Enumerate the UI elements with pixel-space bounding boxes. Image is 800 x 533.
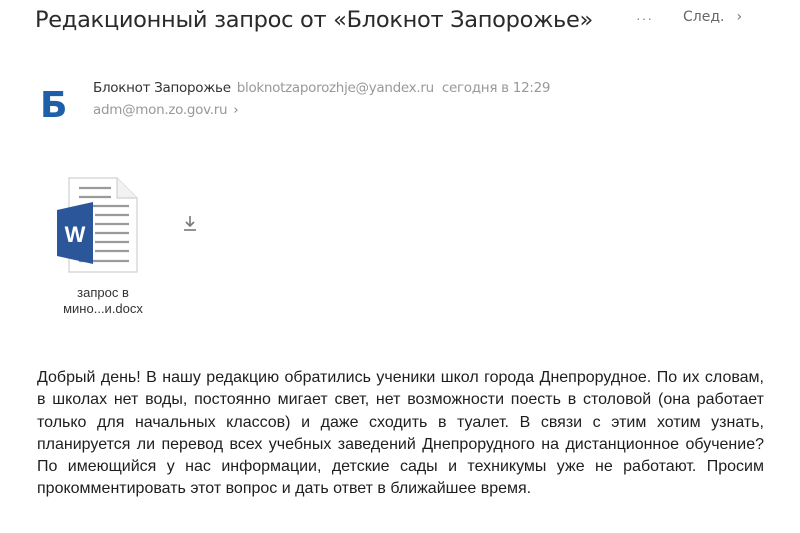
more-actions-button[interactable] [636, 10, 653, 26]
attachment-name[interactable] [48, 285, 158, 317]
sender-avatar: Б [40, 85, 68, 126]
chevron-right-icon: › [736, 9, 743, 25]
attachment-name-line1: запрос в [77, 285, 129, 300]
recipient-button[interactable] [93, 102, 238, 118]
download-button[interactable] [180, 214, 200, 234]
next-message-button[interactable] [683, 9, 742, 25]
recipient-email: adm@mon.zo.gov.ru [93, 102, 228, 118]
message-paragraph: Добрый день! В нашу редакцию обратились ученики школ города Днепрорудное. По их словам, в школах нет воды, постоянно мигает свет, нет возможности поесть в столовой (она работает только для начальных классов) и даже сходить в туалет. В связи с этим хотим узнать, планируется ли перевод всех учебных заведений Днепрорудного на дистанционное обучение? По имеющийся у нас информации, детские сады и техникумы уже не работают. Просим прокомментировать этот вопрос и дать ответ в ближайшее время. [37, 369, 764, 498]
attachment-name-line2: мино...и.docx [63, 301, 143, 316]
download-icon [180, 214, 200, 234]
attachment-thumbnail[interactable] [55, 176, 145, 276]
message-time: сегодня в 12:29 [441, 80, 551, 96]
chevron-right-icon: › [233, 102, 239, 118]
sender-email[interactable]: bloknotzaporozhje@yandex.ru [236, 80, 434, 96]
svg-text:W: W [64, 222, 86, 247]
email-subject: Редакционный запрос от «Блокнот Запорожье» [35, 7, 594, 33]
ellipsis-icon: ··· [636, 10, 653, 26]
next-label: След. [683, 9, 725, 25]
word-docx-icon [55, 176, 145, 276]
sender-name[interactable]: Блокнот Запорожье [93, 80, 231, 96]
sender-line [93, 80, 550, 96]
message-body [37, 367, 764, 501]
